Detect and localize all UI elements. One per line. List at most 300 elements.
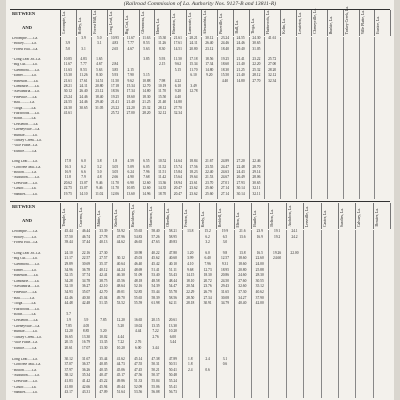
distance-cell: 50.41: [168, 367, 177, 372]
column-rule: [182, 230, 183, 398]
distance-cell: 20.47: [173, 191, 182, 196]
column-header: [60, 10, 77, 36]
distance-cell: 2.4: [188, 367, 193, 372]
table-row: [10, 42, 390, 46]
distance-cell: 13.8: [187, 229, 194, 233]
distance-cell: 32.34: [173, 111, 182, 116]
distance-table-upper: [10, 5, 390, 200]
corner-labels: [12, 11, 50, 35]
distance-cell: 13.30: [99, 346, 108, 351]
distance-cell: 27.20: [236, 159, 245, 164]
distance-cell: 7.68: [143, 175, 150, 180]
column-header: [201, 10, 218, 36]
column-rule: [251, 230, 252, 398]
distance-cell: 9.20: [206, 73, 213, 78]
distance-cell: 7.85: [65, 323, 72, 328]
distance-cell: 43.31: [81, 390, 91, 395]
station-name: *Bolton.........La.: [12, 170, 37, 174]
distance-cell: 31.67: [81, 356, 91, 361]
column-header-label: Kolin, La.: [282, 18, 286, 34]
distance-cell: 22.75: [63, 186, 72, 191]
distance-cell: 23.62: [189, 186, 198, 191]
distance-cell: 13.36: [158, 180, 167, 185]
distance-cell: 6.0: [205, 250, 210, 255]
distance-cell: 6.10: [190, 73, 197, 78]
distance-cell: 6.90: [127, 180, 134, 185]
distance-cell: 26.79: [203, 290, 212, 295]
distance-cell: 53.52: [116, 301, 125, 306]
table-row: [10, 252, 390, 256]
name-column-rule: [60, 230, 61, 398]
station-name: *Alexandria.....La.: [12, 90, 40, 94]
corner-cell: [10, 203, 61, 229]
column-header: [164, 203, 182, 229]
distance-cell: 10.85: [63, 57, 72, 62]
distance-cell: 53.56: [134, 390, 143, 395]
station-name: Long Leaf......La.: [12, 160, 38, 164]
distance-cell: 42.46: [64, 295, 73, 300]
station-name: *Kolin..........La.: [12, 117, 37, 121]
distance-cell: 25.88: [255, 267, 264, 272]
corner-labels: [12, 204, 50, 228]
distance-cell: 24.46: [79, 94, 88, 99]
column-header: [338, 203, 356, 229]
column-header: [216, 203, 234, 229]
station-name: Lecompte.......La.: [12, 37, 39, 40]
distance-cell: 18.60: [126, 94, 135, 99]
distance-cell: 9.20: [174, 89, 181, 94]
distance-cell: 7.22: [152, 329, 159, 334]
station-name: *Flatwoods......La.: [12, 112, 40, 116]
distance-cell: 58.39: [151, 295, 160, 300]
station-name: *Tioga..........La.: [12, 106, 37, 110]
station-name: *Holley.........La.: [12, 235, 37, 239]
distance-cell: 6.00: [135, 346, 142, 351]
column-header: [182, 203, 200, 229]
distance-cell: 21.61: [63, 78, 72, 83]
distance-cell: 10.95: [110, 36, 120, 40]
distance-cell: 14.64: [173, 159, 182, 164]
distance-cell: 13.30: [81, 334, 91, 339]
distance-cell: 24.30: [63, 105, 72, 110]
distance-cell: 4.44: [117, 334, 124, 339]
distance-cell: 53.40: [151, 273, 160, 278]
station-name: *Ball...........La.: [12, 101, 35, 105]
distance-cell: 24.50: [220, 278, 230, 283]
distance-cell: 11.26: [158, 41, 167, 46]
distance-cell: 51.64: [116, 390, 125, 395]
column-header-label: Pineville, La.: [219, 13, 224, 34]
column-header: [373, 203, 391, 229]
distance-cell: 47.63: [151, 240, 160, 245]
distance-cell: 3.05: [111, 164, 119, 169]
station-name: *Hineston.......La.: [12, 274, 39, 278]
distance-cell: 21.41: [110, 100, 120, 105]
station-name: *Bunkie.........La.: [12, 330, 38, 334]
distance-cell: 42.10: [99, 284, 108, 289]
distance-cell: 40.62: [255, 290, 264, 295]
distance-cell: 34.78: [81, 278, 91, 283]
distance-cell: 25.60: [205, 191, 214, 196]
distance-cell: 12.73: [203, 267, 212, 272]
column-header: [129, 203, 147, 229]
column-rule: [373, 230, 374, 398]
distance-cell: 5.0: [65, 46, 71, 51]
distance-cell: 40.64: [116, 262, 125, 267]
column-rule: [147, 230, 148, 398]
distance-cell: 21.40: [126, 100, 135, 105]
distance-cell: 30.12: [116, 256, 125, 261]
distance-cell: 30.65: [79, 105, 88, 110]
distance-cell: 28.50: [186, 295, 195, 300]
distance-cell: 19.26: [273, 250, 282, 255]
column-rule: [154, 37, 155, 199]
distance-cell: 35.07: [81, 290, 91, 295]
station-name: *Holley.........La.: [12, 42, 37, 46]
distance-cell: 47.09: [99, 390, 108, 395]
distance-cell: 15.64: [173, 175, 182, 180]
distance-cell: 28.12: [252, 73, 261, 78]
distance-cell: 30.55: [255, 278, 264, 283]
distance-cell: 62.11: [168, 301, 177, 306]
column-header-label: Audubon, La.: [287, 205, 292, 227]
station-name: *Leesville......La.: [12, 181, 38, 185]
distance-cell: 32.12: [268, 73, 277, 78]
table-row: [10, 347, 390, 351]
distance-cell: 16.65: [64, 334, 73, 339]
distance-cell: 11.70: [189, 67, 198, 72]
distance-cell: 10.02: [99, 334, 108, 339]
distance-cell: 19.1: [273, 229, 281, 233]
column-header-label: Kinder, La.: [114, 209, 119, 227]
station-name: *Castor.........La.: [12, 385, 37, 389]
table-row: [10, 241, 390, 245]
table-row: [10, 144, 390, 148]
column-header: [249, 10, 266, 36]
distance-cell: 24.43: [236, 169, 245, 174]
distance-cell: 3.0: [222, 240, 228, 245]
distance-cell: 18.56: [205, 57, 214, 62]
distance-cell: 18.60: [220, 62, 230, 67]
distance-cell: 27.14: [220, 191, 230, 196]
distance-cell: 14.80: [173, 100, 182, 105]
station-name: *Eunice.........La.: [12, 347, 38, 351]
distance-cell: 21.53: [205, 175, 214, 180]
distance-cell: 27.01: [220, 180, 230, 185]
distance-cell: 12.20: [64, 329, 73, 334]
distance-cell: 52.85: [134, 290, 143, 295]
distance-cell: 45.94: [99, 384, 108, 389]
station-name: *Turkey Creek...La.: [12, 139, 42, 143]
distance-cell: 14.80: [205, 67, 214, 72]
distance-cell: 0.6: [205, 367, 210, 372]
distance-cell: 20.62: [63, 180, 72, 185]
column-header-label: Elmer, La.: [156, 17, 161, 34]
distance-table-lower: [10, 203, 390, 399]
station-name: *Turkey Creek...La.: [12, 335, 42, 339]
distance-cell: 15.50: [220, 73, 230, 78]
station-name: *Lamourie.......La.: [12, 85, 40, 89]
station-name: *Forest Hill....La.: [12, 241, 39, 245]
distance-cell: 27.93: [236, 180, 245, 185]
station-name: *Castor.........La.: [12, 187, 37, 191]
distance-cell: 10.02: [134, 323, 143, 328]
table-row: [10, 341, 390, 345]
distance-cell: 21.41: [236, 57, 245, 62]
table-row: [10, 96, 390, 100]
distance-cell: 23.22: [252, 57, 261, 62]
station-name: *Concrete Mill..La.: [12, 165, 42, 169]
distance-cell: 24.89: [220, 159, 230, 164]
distance-cell: 17.34: [205, 62, 214, 67]
distance-cell: 11.70: [158, 89, 167, 94]
column-header-label: Big Cut, La.: [124, 14, 129, 34]
distance-cell: 13.07: [79, 180, 88, 185]
distance-cell: 18.70: [158, 191, 167, 196]
distance-cell: 4.8: [97, 175, 102, 180]
distance-cell: 2.66: [111, 175, 119, 180]
column-rule: [217, 37, 218, 199]
distance-cell: 25.32: [142, 105, 151, 110]
station-name: *Concrete Mill..La.: [12, 363, 42, 367]
table-row: [10, 101, 390, 105]
column-header-label: Bolton, La.: [270, 209, 275, 227]
distance-cell: 45.14: [134, 356, 143, 361]
distance-cell: 15.30: [158, 36, 167, 40]
column-header-label: Kenly, La.: [200, 210, 205, 227]
distance-cell: 34.96: [64, 267, 73, 272]
distance-cell: 23.70: [205, 180, 214, 185]
distance-cell: 3.2: [97, 164, 102, 169]
distance-cell: 9.8: [222, 250, 228, 255]
distance-cell: 29.43: [220, 284, 230, 289]
table-row: [10, 236, 390, 240]
distance-cell: 46.65: [134, 240, 143, 245]
distance-cell: 44.62: [116, 240, 125, 245]
table-row: [10, 139, 390, 143]
column-rule: [91, 37, 92, 199]
distance-cell: 30.98: [134, 250, 143, 255]
distance-cell: 45.42: [151, 262, 160, 267]
table-row: [10, 63, 390, 67]
distance-cell: 12.60: [142, 180, 151, 185]
distance-cell: 11.26: [79, 73, 88, 78]
distance-cell: 17.07: [81, 346, 91, 351]
station-name: *Ville Platte...La.: [12, 341, 38, 345]
column-header: [60, 203, 78, 229]
distance-cell: 18.40: [220, 46, 230, 51]
distance-cell: 19.64: [189, 175, 198, 180]
distance-cell: 13.35: [99, 340, 108, 345]
distance-cell: 21.40: [236, 62, 245, 67]
distance-cell: 20.61: [168, 318, 177, 323]
distance-cell: 5.7: [66, 312, 71, 317]
station-name: Long Leaf......La.: [12, 357, 38, 361]
distance-cell: 12.70: [142, 84, 151, 89]
distance-cell: 4.67: [96, 62, 103, 67]
distance-cell: 24.55: [236, 36, 245, 40]
distance-cell: 20.72: [203, 278, 212, 283]
distance-cell: 8.53: [80, 67, 87, 72]
distance-cell: 55.06: [151, 384, 160, 389]
distance-cell: 1.8: [112, 159, 118, 164]
station-name: *Hineston.......La.: [12, 79, 39, 83]
distance-cell: 34.93: [64, 290, 73, 295]
distance-cell: 3.05: [111, 169, 119, 174]
table-row: [10, 166, 390, 170]
distance-cell: 27.30: [99, 250, 108, 255]
distance-cell: 45.04: [99, 295, 108, 300]
distance-cell: 40.60: [168, 256, 177, 261]
distance-cell: 7.90: [127, 73, 134, 78]
distance-cell: 47.89: [168, 356, 177, 361]
distance-cell: 7.85: [100, 318, 107, 323]
distance-cell: 28.20: [268, 67, 277, 72]
distance-cell: 6.24: [127, 169, 134, 174]
distance-cell: 48.18: [134, 278, 143, 283]
distance-cell: 40.22: [151, 250, 160, 255]
column-rule: [343, 37, 344, 199]
column-header-label: Mittie, La.: [96, 210, 101, 227]
distance-cell: 23.12: [205, 46, 214, 51]
distance-cell: 47.38: [151, 356, 160, 361]
distance-cell: 18.30: [142, 94, 151, 99]
distance-cell: 16.5: [256, 250, 263, 255]
table-row: [10, 263, 390, 267]
distance-cell: 21.17: [64, 256, 73, 261]
distance-cell: 58.95: [168, 234, 177, 239]
station-name: *Long Leaf Jct..La.: [12, 58, 41, 62]
distance-cell: 37.90: [255, 295, 264, 300]
table-row: [10, 257, 390, 261]
distance-cell: 27.34: [203, 295, 212, 300]
distance-cell: 25.60: [205, 186, 214, 191]
distance-cell: 11.52: [158, 164, 167, 169]
column-rule: [268, 230, 269, 398]
distance-cell: 28.21: [189, 36, 198, 40]
distance-cell: 18.56: [110, 89, 120, 94]
distance-cell: 55.44: [151, 290, 160, 295]
distance-cell: 25.72: [110, 111, 120, 116]
distance-cell: 9.46: [96, 186, 103, 191]
station-name: *Ville Platte...La.: [12, 144, 38, 148]
table-row: [10, 280, 390, 284]
distance-cell: 42.00: [255, 301, 264, 306]
table-row: [10, 58, 390, 62]
distance-cell: 58.56: [168, 295, 177, 300]
distance-cell: 13.60: [126, 191, 135, 196]
distance-cell: 23.76: [203, 284, 212, 289]
distance-cell: 11.51: [158, 169, 167, 174]
column-header-label: Lamourie, La.: [187, 11, 192, 34]
distance-cell: 21.61: [173, 36, 182, 40]
distance-cell: 11.50: [111, 78, 119, 83]
table-row: [10, 90, 390, 94]
distance-cell: 18.94: [173, 180, 182, 185]
distance-cell: 10.20: [168, 329, 177, 334]
distance-cell: 40.13: [99, 240, 108, 245]
column-rule: [321, 230, 322, 398]
distance-cell: 3.1: [222, 356, 228, 361]
station-name: *Pineville......La.: [12, 291, 38, 295]
column-rule: [123, 37, 124, 199]
distance-cell: 37.30: [238, 290, 247, 295]
distance-cell: 18.30: [203, 273, 212, 278]
distance-cell: 5.63: [96, 67, 103, 72]
distance-cell: 29.89: [64, 262, 73, 267]
column-header: [280, 10, 297, 36]
column-header-label: Harrison, La.: [148, 206, 153, 227]
column-rule: [338, 230, 339, 398]
distance-cell: 14.15: [186, 273, 195, 278]
distance-cell: 49.44: [116, 384, 125, 389]
column-header-label: Ville Platte, La.: [360, 9, 365, 34]
distance-cell: 21.40: [158, 100, 167, 105]
distance-cell: 42.41: [99, 273, 108, 278]
distance-cell: 55.04: [151, 379, 160, 384]
distance-cell: 17.18: [110, 84, 120, 89]
column-header: [217, 10, 234, 36]
column-header-label: Castor, La.: [322, 209, 327, 227]
distance-cell: 18.23: [189, 169, 198, 174]
table-row: [10, 380, 390, 384]
distance-cell: 15.2: [204, 229, 211, 233]
station-name: *Alexandria.....La.: [12, 285, 40, 289]
distance-cell: 5.63: [143, 46, 150, 51]
station-name: *Lamourie.......La.: [12, 279, 40, 283]
distance-cell: 21.67: [205, 159, 214, 164]
distance-cell: 16.3: [64, 164, 71, 169]
distance-cell: 49.01: [116, 290, 125, 295]
table-row: [10, 319, 390, 323]
distance-cell: 19.2: [273, 234, 281, 239]
distance-cell: 15.74: [173, 164, 182, 169]
column-header-label: Hackberry, La.: [131, 203, 136, 227]
distance-cell: 27.00: [126, 111, 135, 116]
station-name: *Long Leaf Jct..La.: [12, 251, 41, 255]
distance-cell: 27.60: [238, 278, 247, 283]
distance-cell: 18.10: [186, 278, 195, 283]
distance-cell: 37.97: [64, 367, 73, 372]
column-rule: [201, 37, 202, 199]
distance-cell: 30.12: [205, 36, 214, 40]
station-name: *Elmer..........La.: [12, 268, 37, 272]
timetable-page: [6, 0, 394, 400]
distance-cell: 24.63: [220, 169, 230, 174]
distance-cell: 17.18: [189, 57, 198, 62]
column-header: [286, 203, 304, 229]
distance-cell: 61.98: [151, 301, 160, 306]
column-header: [139, 10, 156, 36]
distance-cell: 32.10: [64, 284, 73, 289]
column-header: [296, 10, 313, 36]
distance-cell: 40.47: [99, 373, 108, 378]
column-header: [95, 203, 113, 229]
distance-cell: 11.63: [142, 36, 151, 40]
distance-cell: 3.1: [81, 46, 86, 51]
distance-cell: 18.95: [220, 267, 230, 272]
distance-cell: 14.51: [173, 46, 182, 51]
table-row: [10, 123, 390, 127]
column-header-label: Basile, La.: [253, 210, 258, 227]
distance-cell: 16.65: [134, 318, 143, 323]
distance-cell: 8.85: [82, 329, 90, 334]
column-header-label: Elton, La.: [235, 211, 240, 227]
column-rule: [311, 37, 312, 199]
distance-cell: 11.70: [111, 180, 119, 185]
distance-cell: 45.03: [134, 256, 143, 261]
distance-cell: 22.57: [81, 256, 91, 261]
